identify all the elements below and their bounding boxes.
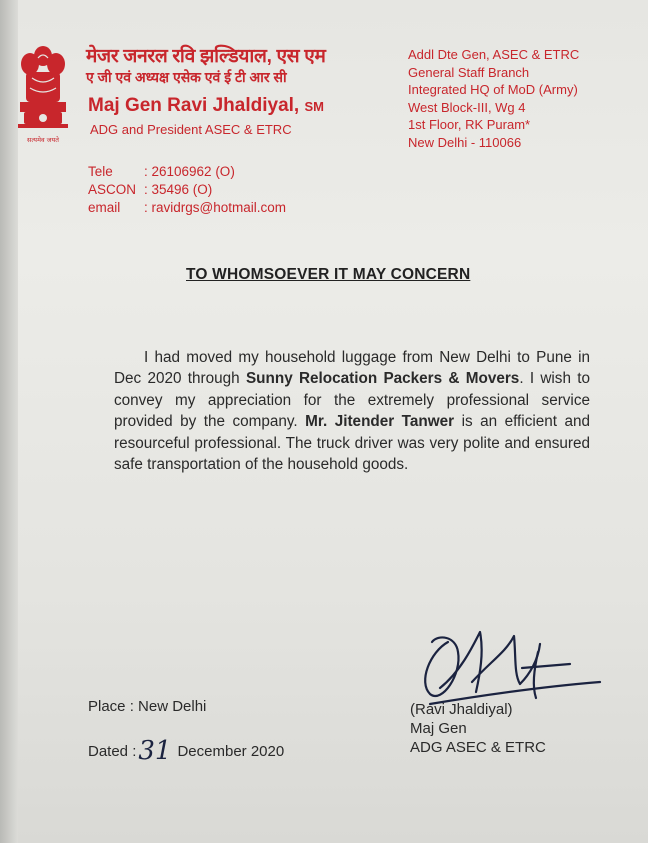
letter-body — [114, 347, 590, 475]
address-line: Integrated HQ of MoD (Army) — [408, 82, 578, 97]
signatory-designation: ADG ASEC & ETRC — [410, 739, 546, 756]
letterhead-name — [88, 95, 324, 117]
contact-row-email — [88, 199, 286, 217]
person-name: Mr. Jitender Tanwer — [305, 413, 455, 431]
date-month-year: December 2020 — [177, 743, 285, 760]
letterhead-name-text: Maj Gen Ravi Jhaldiyal, — [88, 95, 300, 116]
letter-title: TO WHOMSOEVER IT MAY CONCERN — [186, 266, 471, 283]
contact-label: ASCON — [88, 182, 137, 197]
signatory-name: (Ravi Jhaldiyal) — [410, 701, 513, 718]
contact-value: : 35496 (O) — [144, 182, 213, 197]
letterhead-honour: SM — [304, 99, 324, 114]
place-line: Place : New Delhi — [88, 698, 207, 715]
letterhead-address — [408, 46, 579, 151]
contact-block — [88, 163, 286, 217]
contact-label: Tele — [88, 164, 113, 179]
address-line: New Delhi - 110066 — [408, 134, 522, 150]
contact-row-tele — [88, 163, 286, 181]
state-emblem-icon — [14, 38, 72, 148]
signature-block — [410, 700, 546, 757]
letterhead-hindi-name: मेजर जनरल रवि झल्डियाल, एस एम — [86, 46, 326, 67]
body-text: I had moved my household luggage from New Delhi to Pune in Dec 2020 through — [114, 349, 590, 388]
contact-value: : ravidrgs@hotmail.com — [144, 200, 286, 215]
handwritten-day: 31 — [138, 736, 172, 766]
address-line: West Block-III, Wg 4 — [408, 99, 526, 115]
company-name: Sunny Relocation Packers & Movers — [245, 370, 520, 388]
body-text: . I wish to convey my appreciation for the extremely professional service provided by the company. — [114, 370, 591, 431]
body-text: is an efficient and resourceful professional. The truck driver was very polite and ensured safe transportation of the household goods. — [114, 413, 590, 474]
contact-label: email — [88, 200, 121, 215]
letter-paragraph — [114, 347, 590, 475]
date-label: Dated : — [88, 743, 137, 760]
emblem-motto: सत्यमेव जयते — [27, 136, 59, 144]
signatory-rank: Maj Gen — [410, 720, 467, 737]
letterhead-hindi-designation: ए जी एवं अध्यक्ष एसेक एवं ई टी आर सी — [86, 69, 287, 85]
address-line: General Staff Branch — [408, 64, 530, 80]
address-line: 1st Floor, RK Puram* — [408, 117, 531, 132]
contact-row-ascon — [88, 181, 286, 199]
letterhead-designation: ADG and President ASEC & ETRC — [90, 122, 292, 137]
address-line: Addl Dte Gen, ASEC & ETRC — [408, 47, 580, 62]
date-line — [88, 736, 284, 766]
contact-value: : 26106962 (O) — [144, 164, 235, 179]
